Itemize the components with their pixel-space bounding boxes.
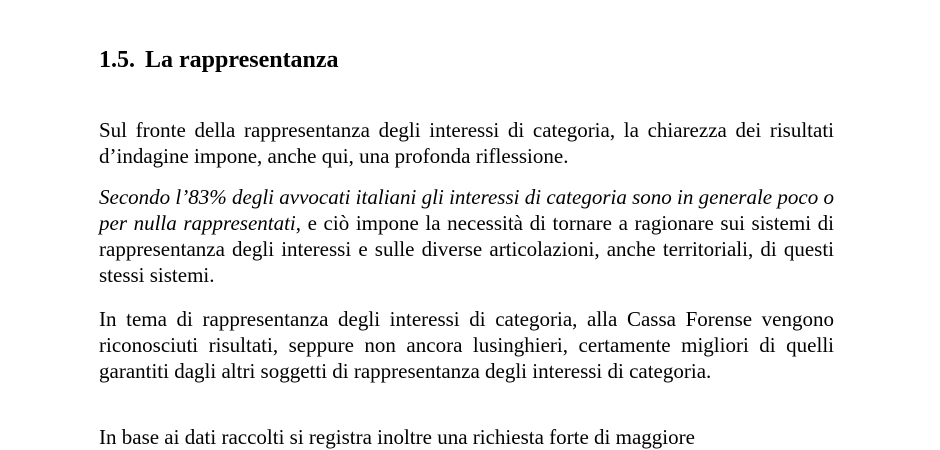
paragraph-1: Sul fronte della rappresentanza degli interessi di categoria, la chiarezza dei risultati d’indagine impone, anche qui, una profonda riflessione. (99, 118, 834, 168)
section-heading (99, 44, 339, 76)
paragraph-4-partial: In base ai dati raccolti si registra inoltre una richiesta forte di maggiore (99, 425, 695, 449)
paragraph-2 (99, 184, 834, 288)
paragraph-3: In tema di rappresentanza degli interessi di categoria, alla Cassa Forense vengono riconosciuti risultati, seppure non ancora lusinghieri, certamente migliori di quelli garantiti dagli altri soggetti di rappresentanza degli interessi di categoria. (99, 307, 834, 383)
paragraph-2-rest: , e ciò impone la necessità di tornare a ragionare sui sistemi di rappresentanza degli interessi e sulle diverse articolazioni, anche territoriali, di questi stessi sistemi. (99, 211, 834, 287)
section-number: 1.5. (99, 47, 135, 73)
section-title: La rappresentanza (145, 47, 339, 73)
paragraph-2-italic: Secondo l’83% degli avvocati italiani gli interessi di categoria sono in generale poco o per nulla rappresentati (99, 185, 834, 235)
